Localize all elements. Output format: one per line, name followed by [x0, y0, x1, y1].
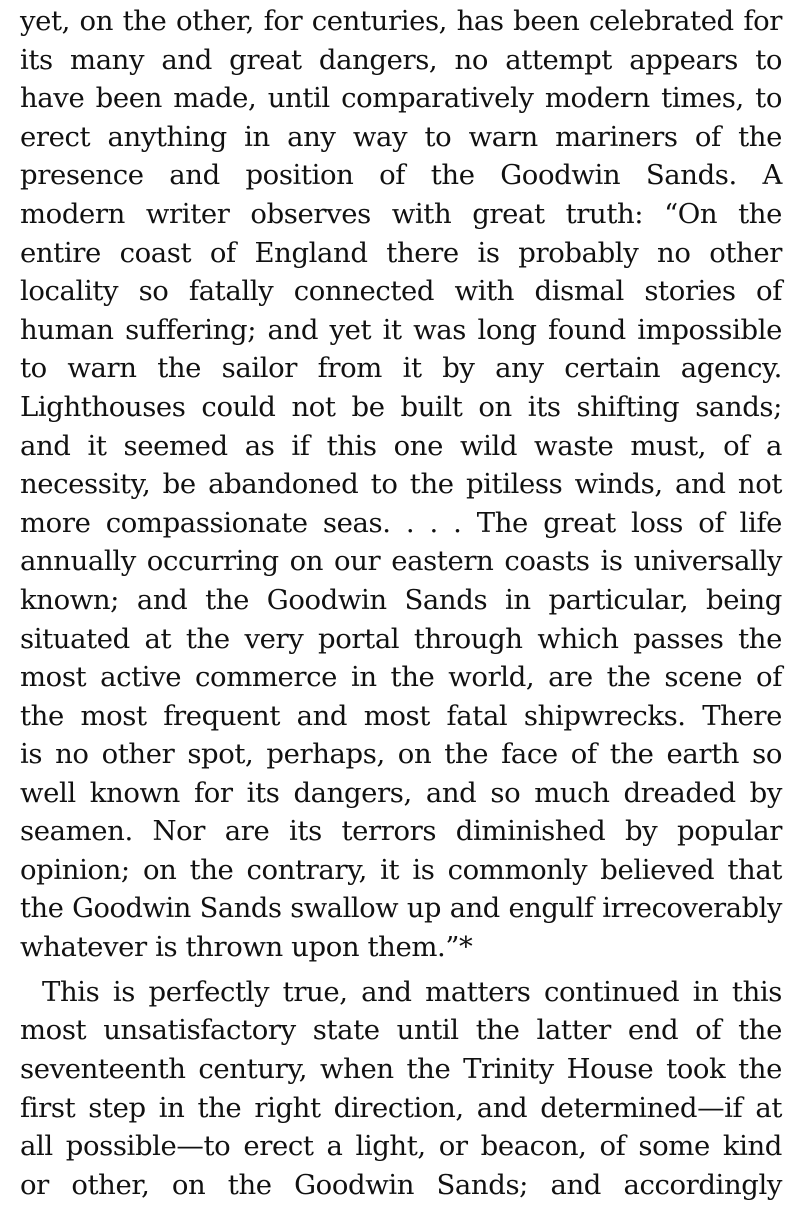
text-line: and it seemed as if this one wild waste must, of a: [20, 429, 782, 462]
text-line: necessity, be abandoned to the pitiless winds, and not: [20, 468, 782, 501]
text-line: erect anything in any way to warn mariners of the: [20, 120, 782, 153]
text-line: situated at the very portal through which passes the: [20, 622, 782, 655]
text-line: yet, on the other, for centuries, has been celebrated for: [20, 5, 782, 37]
text-line: opinion; on the contrary, it is commonly believed that: [20, 854, 782, 887]
text-line: first step in the right direction, and determined—if at: [20, 1091, 782, 1124]
text-line: more compassionate seas. . . . The great loss of life: [20, 506, 782, 539]
text-line: seventeenth century, when the Trinity House took the: [20, 1053, 782, 1086]
text-line: or other, on the Goodwin Sands; and accordingly: [20, 1168, 782, 1201]
text-line: have been made, until comparatively modern times, to: [20, 82, 782, 115]
text-line: human suffering; and yet it was long found impossible: [20, 313, 782, 346]
text-line: entire coast of England there is probably no other: [20, 236, 782, 269]
text-line: is no other spot, perhaps, on the face of the earth so: [20, 738, 782, 771]
text-line: known; and the Goodwin Sands in particular, being: [20, 583, 782, 616]
text-line: its many and great dangers, no attempt appears to: [20, 43, 782, 76]
text-line: most unsatisfactory state until the latter end of the: [20, 1014, 782, 1047]
text-line: presence and position of the Goodwin Sands. A: [20, 159, 782, 192]
text-line: the Goodwin Sands swallow up and engulf irrecoverably: [20, 892, 782, 924]
text-line: locality so fatally connected with dismal stories of: [20, 275, 782, 308]
text-line: all possible—to erect a light, or beacon, of some kind: [20, 1130, 782, 1163]
paragraph-2: [20, 973, 782, 1205]
text-line: most active commerce in the world, are the scene of: [20, 661, 782, 694]
text-line: annually occurring on our eastern coasts is universally: [20, 545, 782, 578]
text-line: the most frequent and most fatal shipwrecks. There: [20, 699, 782, 732]
text-line: to warn the sailor from it by any certain agency.: [20, 352, 782, 385]
text-line: well known for its dangers, and so much dreaded by: [20, 776, 782, 809]
text-line: whatever is thrown upon them.”*: [20, 931, 473, 964]
text-line: modern writer observes with great truth: “On the: [20, 197, 782, 230]
page-text: [20, 2, 782, 1204]
text-line: seamen. Nor are its terrors diminished by popular: [20, 815, 782, 848]
text-line: This is perfectly true, and matters continued in this: [42, 975, 782, 1008]
paragraph-1: [20, 2, 782, 967]
text-line: Lighthouses could not be built on its shifting sands;: [20, 390, 782, 423]
